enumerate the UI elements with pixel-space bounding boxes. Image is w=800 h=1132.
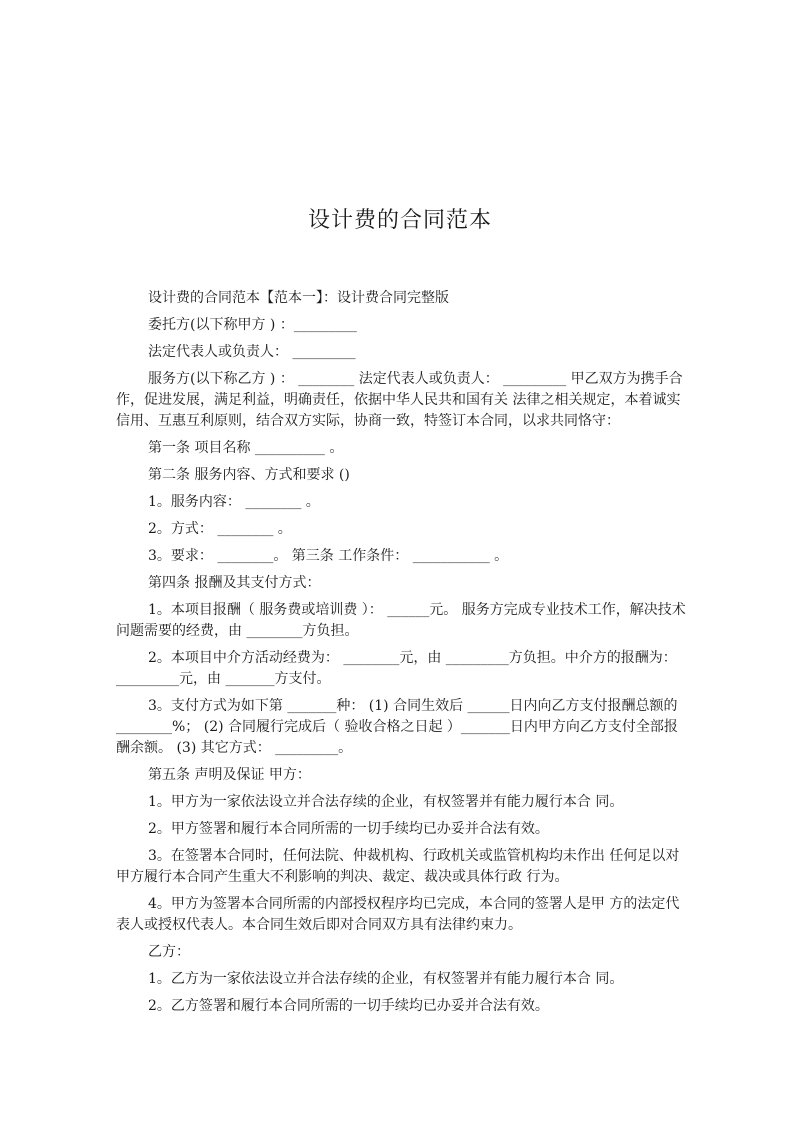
paragraph-payment-3: 3。支付方式为如下第 _______种： (1) 合同生效后 ______日内向乙方支付报酬总额的 ________%； (2) 合同履行完成后（ 验收合格之日起 ）_______日内甲方向乙方支付全部报酬余额。 (3) 其它方式： _________。 <box>116 698 678 756</box>
paragraph-party-a-warranty-4: 4。甲方为签署本合同所需的内部授权程序均已完成，本合同的签署人是甲 方的法定代表人或授权代表人。本合同生效后即对合同双方具有法律约束力。 <box>116 896 680 933</box>
paragraph-article-5: 第五条 声明及保证 甲方： <box>148 767 311 783</box>
document-title: 设计费的合同范本 <box>307 208 492 233</box>
paragraph-article-2: 第二条 服务内容、方式和要求 () <box>148 467 350 483</box>
paragraph-party-b-warranty-2: 2。乙方签署和履行本合同所需的一切手续均已办妥并合法有效。 <box>148 998 549 1014</box>
paragraph-service-method: 2。方式： ________ 。 <box>148 521 292 537</box>
paragraph-article-4: 第四条 报酬及其支付方式： <box>148 575 321 591</box>
paragraph-payment-2: 2。本项目中介方活动经费为： ________元，由 _________方负担。中介方的报酬为： _________元，由 _______方支付。 <box>116 650 677 687</box>
paragraph-party-b-heading: 乙方： <box>148 944 190 960</box>
paragraph-party-a: 委托方(以下称甲方 ) ：_________ <box>148 317 357 333</box>
paragraph-party-a-warranty-1: 1。甲方为一家依法设立并合法存续的企业，有权签署并有能力履行本合 同。 <box>148 794 624 810</box>
paragraph-service-content: 1。服务内容： ________ 。 <box>148 494 320 510</box>
paragraph-party-a-warranty-2: 2。甲方签署和履行本合同所需的一切手续均已办妥并合法有效。 <box>148 821 549 837</box>
paragraph-intro: 设计费的合同范本【范本一】：设计费合同完整版 <box>148 290 449 306</box>
paragraph-party-b: 服务方(以下称乙方 ) ： ________ 法定代表人或负责人： _________ 甲乙双方为携手合作，促进发展，满足利益，明确责任，依据中华人民共和国有关 法律之相关规定，本着诚实信用、互惠互利原则，结合双方实际，协商一致，特签订本合同，以求共同恪守： <box>116 371 683 429</box>
paragraph-party-b-warranty-1: 1。乙方为一家依法设立并合法存续的企业，有权签署并有能力履行本合 同。 <box>148 971 624 987</box>
paragraph-payment-1: 1。本项目报酬（ 服务费或培训费 ）： ______元。 服务方完成专业技术工作，解决技术问题需要的经费，由 ________方负担。 <box>116 602 686 639</box>
paragraph-party-a-warranty-3: 3。在签署本合同时，任何法院、仲裁机构、行政机关或监管机构均未作出 任何足以对甲方履行本合同产生重大不利影响的判决、裁定、裁决或具体行政 行为。 <box>116 848 680 885</box>
paragraph-article-1: 第一条 项目名称 __________ 。 <box>148 440 344 456</box>
paragraph-legal-rep: 法定代表人或负责人： _________ <box>148 344 356 360</box>
paragraph-service-requirement: 3。要求： ________。 第三条 工作条件： ___________ 。 <box>148 548 509 564</box>
document-body <box>116 288 686 1017</box>
